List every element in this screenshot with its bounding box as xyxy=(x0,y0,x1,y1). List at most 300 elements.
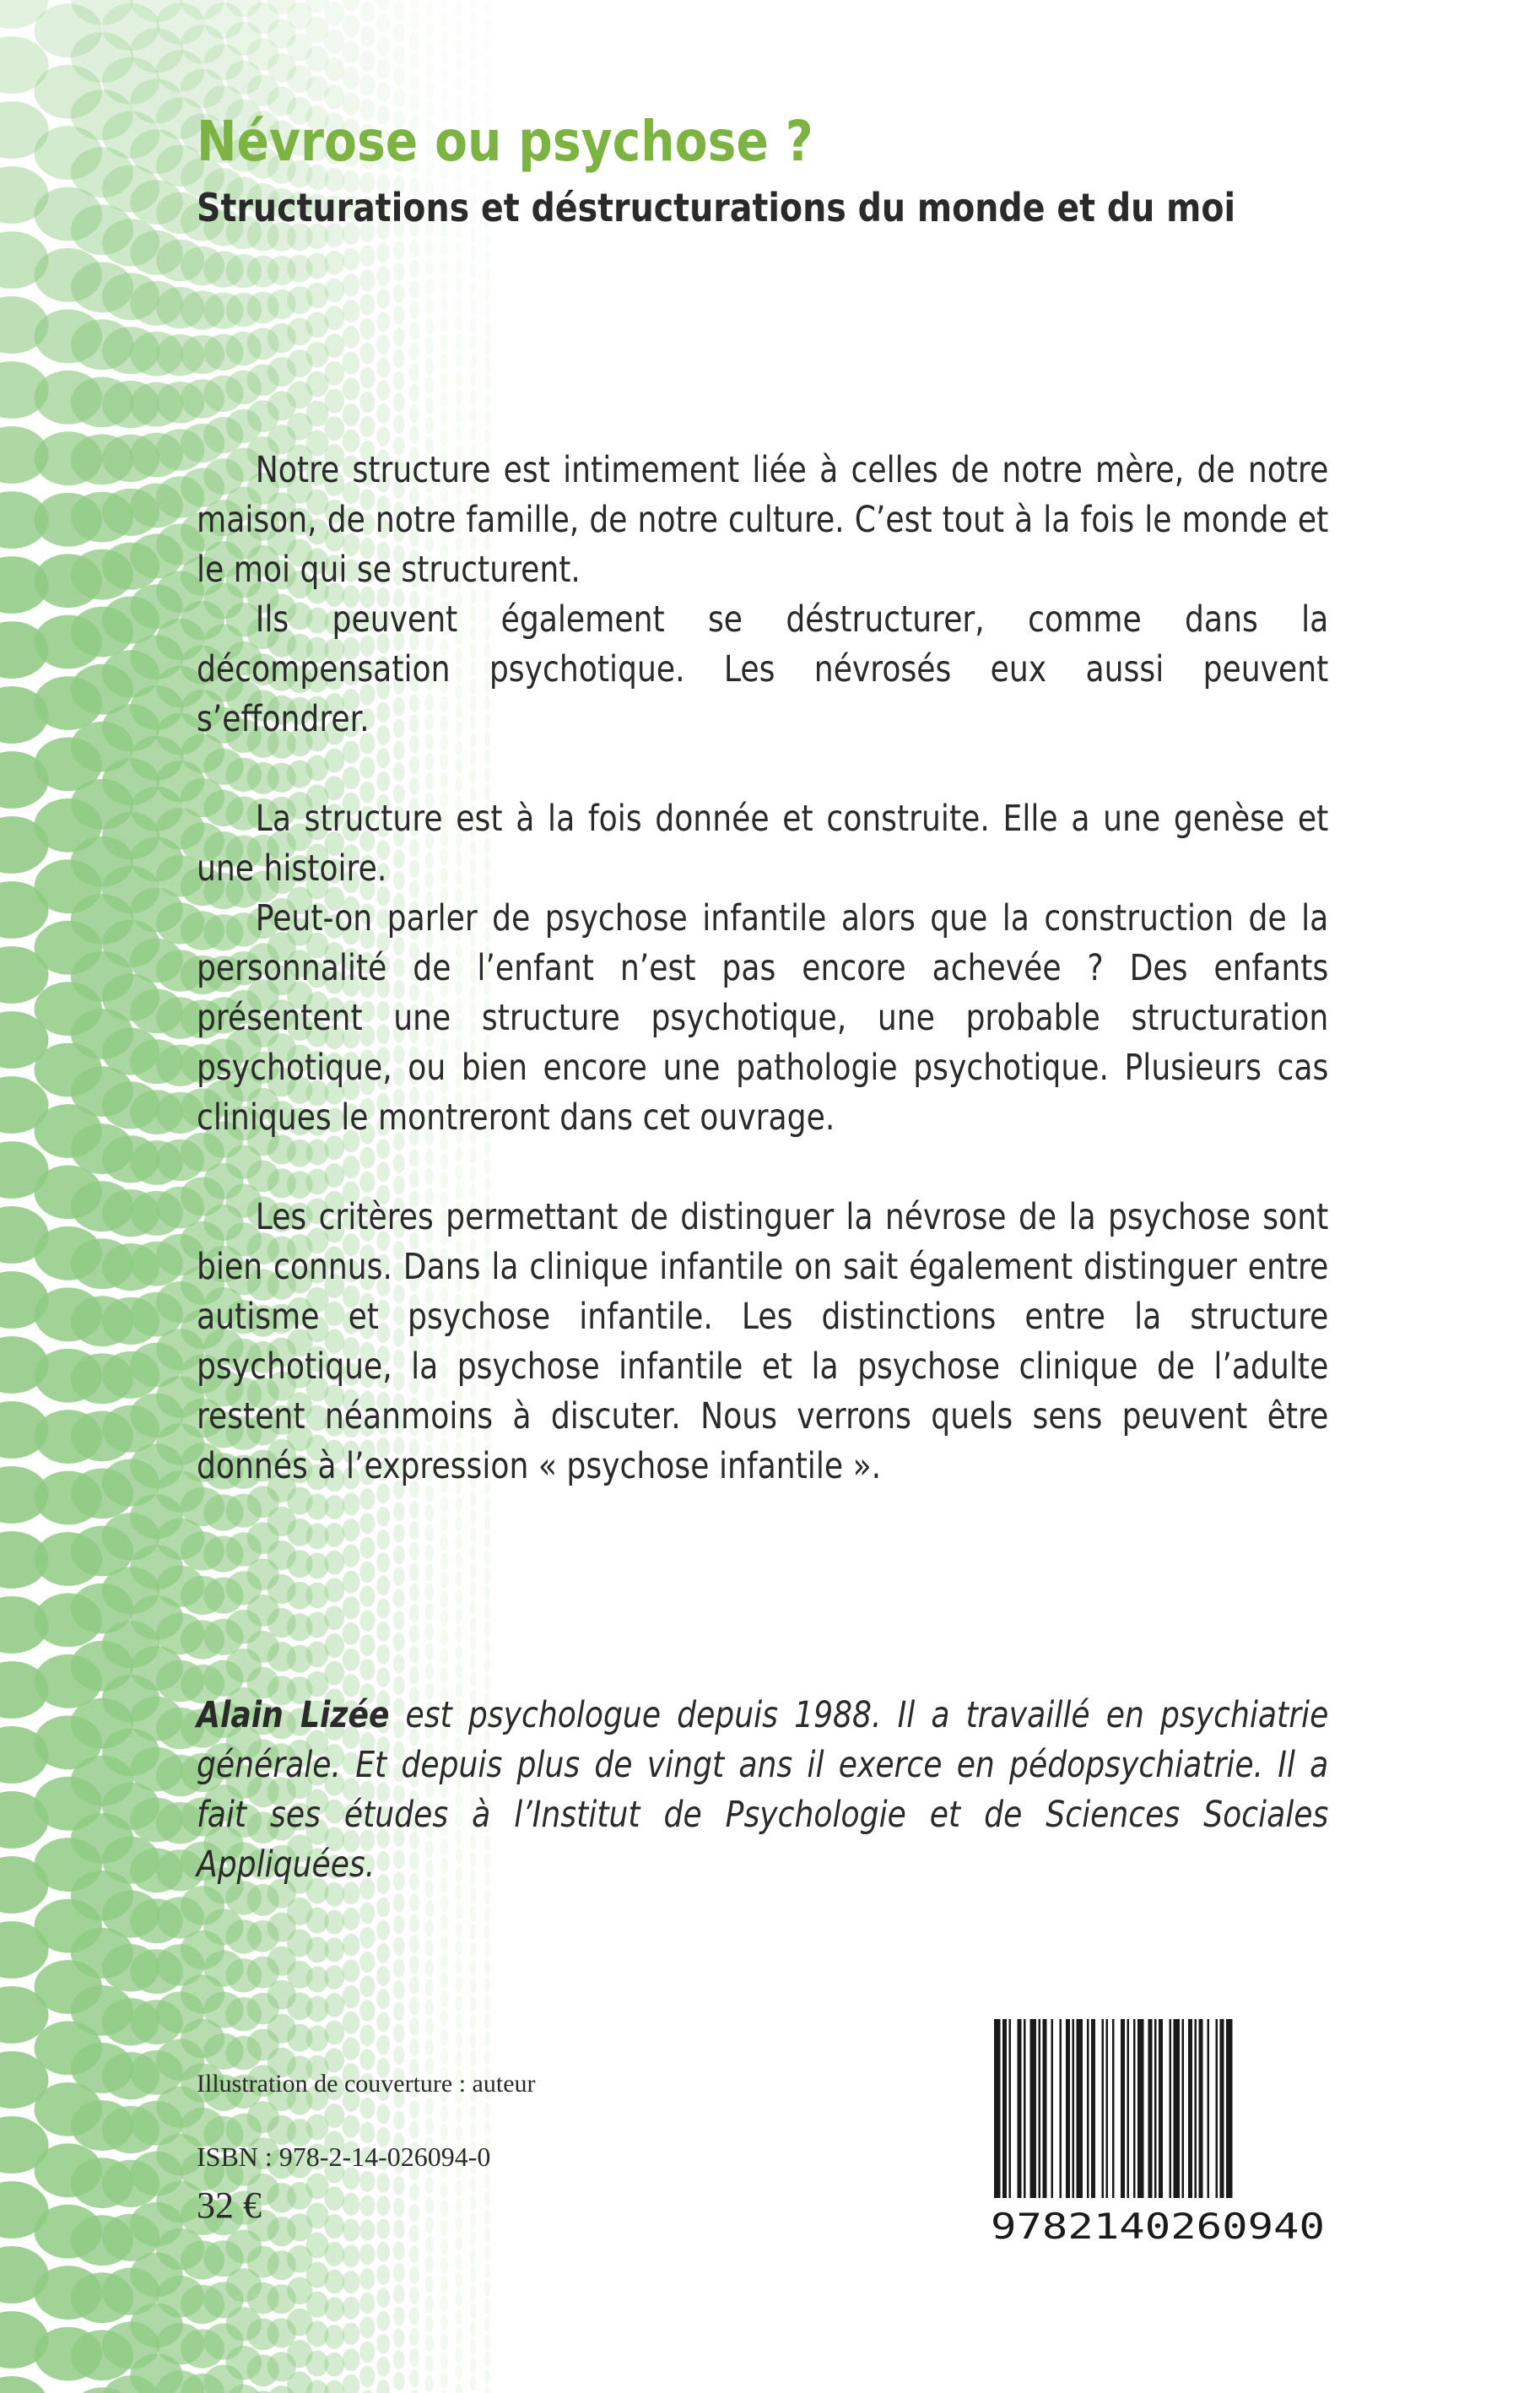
background-dot xyxy=(343,1545,360,1567)
background-dot xyxy=(409,425,419,444)
background-dot xyxy=(470,2231,477,2247)
background-dot xyxy=(409,1501,419,1519)
background-dot xyxy=(425,1959,434,1977)
background-dot xyxy=(470,1527,477,1543)
barcode-bar xyxy=(1159,2019,1163,2198)
background-dot xyxy=(484,2227,490,2243)
background-dot xyxy=(376,1529,390,1550)
background-dot xyxy=(456,260,462,276)
background-dot xyxy=(393,328,405,347)
background-dot xyxy=(359,2244,375,2265)
background-dot xyxy=(440,392,448,409)
background-dot xyxy=(409,2307,419,2325)
background-dot xyxy=(440,2277,448,2293)
background-dot xyxy=(409,2183,419,2201)
background-dot xyxy=(425,1504,434,1522)
background-dot xyxy=(440,2201,448,2217)
background-dot xyxy=(376,2287,390,2308)
background-dot xyxy=(376,2334,390,2354)
background-dot xyxy=(484,375,490,391)
background-dot xyxy=(470,1491,477,1507)
background-dot xyxy=(376,1552,390,1573)
background-dot xyxy=(456,296,462,312)
barcode-bar xyxy=(1154,2019,1157,2198)
background-dot xyxy=(484,304,490,320)
background-dot xyxy=(470,28,477,44)
background-dot xyxy=(425,2118,434,2136)
background-dot xyxy=(470,2195,477,2211)
background-dot xyxy=(440,1496,448,1513)
background-dot xyxy=(470,371,477,387)
barcode-bar xyxy=(1106,2019,1109,2198)
background-dot xyxy=(440,239,448,256)
background-dot xyxy=(456,1995,462,2011)
background-dot xyxy=(440,49,448,66)
background-dot xyxy=(470,2212,477,2228)
background-dot xyxy=(456,1644,462,1660)
background-dot xyxy=(359,367,375,388)
background-dot xyxy=(470,2123,477,2139)
barcode-bar xyxy=(1170,2019,1172,2198)
background-dot xyxy=(440,1572,448,1589)
background-dot xyxy=(456,2328,462,2344)
background-dot xyxy=(409,1521,419,1540)
background-dot xyxy=(359,2342,375,2363)
barcode-bar xyxy=(1102,2019,1105,2198)
background-dot xyxy=(456,1940,462,1956)
background-dot xyxy=(359,1927,375,1948)
background-dot xyxy=(376,2310,390,2331)
background-dot xyxy=(376,2242,390,2262)
barcode-bar xyxy=(1039,2019,1041,2198)
background-dot xyxy=(425,417,434,435)
background-dot xyxy=(359,2098,375,2119)
background-dot xyxy=(324,306,344,330)
background-dot xyxy=(324,2352,344,2377)
barcode-bar xyxy=(1133,2019,1136,2198)
background-dot xyxy=(484,251,490,267)
background-dot xyxy=(343,1571,360,1594)
background-dot xyxy=(440,2010,448,2027)
background-dot xyxy=(393,2,405,21)
background-dot xyxy=(343,1622,360,1645)
background-dot xyxy=(425,1584,434,1601)
background-dot xyxy=(376,2195,390,2216)
background-dot xyxy=(456,2125,462,2141)
summary-paragraph: Ils peuvent également se déstructurer, comme dans la décompensation psychotique. Les névrosés eux aussi peuvent s’effondrer. xyxy=(197,599,1329,740)
background-dot xyxy=(456,2106,462,2122)
book-subtitle: Structurations et déstructurations du monde et du moi xyxy=(197,185,1236,230)
background-dot xyxy=(470,64,477,80)
background-dot xyxy=(470,263,477,279)
background-dot xyxy=(393,2111,405,2130)
background-dot xyxy=(440,2352,448,2369)
background-dot xyxy=(440,2333,448,2350)
background-dot xyxy=(425,278,434,295)
background-dot xyxy=(484,2049,490,2065)
background-dot xyxy=(376,381,390,401)
background-dot xyxy=(484,339,490,355)
background-dot xyxy=(456,1,462,17)
background-dot xyxy=(440,2029,448,2046)
background-dot xyxy=(425,2295,434,2313)
background-dot xyxy=(425,2315,434,2333)
background-dot xyxy=(440,1952,448,1969)
background-dot xyxy=(409,384,419,403)
background-dot xyxy=(324,2214,344,2239)
background-dot xyxy=(484,1,490,17)
background-dot xyxy=(440,30,448,46)
background-dot xyxy=(393,2328,405,2347)
background-dot xyxy=(484,73,490,89)
background-dot xyxy=(393,1915,405,1935)
background-dot xyxy=(359,1952,375,1973)
background-dot xyxy=(470,46,477,62)
background-dot xyxy=(470,2375,477,2391)
background-dot xyxy=(324,1993,344,2017)
background-dot xyxy=(409,2038,419,2057)
background-dot xyxy=(425,2217,434,2234)
background-dot xyxy=(440,1990,448,2007)
background-dot xyxy=(484,2281,490,2297)
background-dot xyxy=(359,2219,375,2240)
background-dot xyxy=(376,2103,390,2124)
background-dot xyxy=(470,1581,477,1597)
background-dot xyxy=(425,2236,434,2254)
background-dot xyxy=(470,425,477,441)
background-dot xyxy=(470,299,477,315)
background-dot xyxy=(456,75,462,91)
background-dot xyxy=(393,1589,405,1608)
background-dot xyxy=(425,1524,434,1542)
background-dot xyxy=(376,0,390,10)
background-dot xyxy=(484,55,490,71)
background-dot xyxy=(359,416,375,437)
background-dot xyxy=(484,2209,490,2225)
background-dot xyxy=(324,1578,344,1603)
background-dot xyxy=(409,322,419,340)
background-dot xyxy=(393,1611,405,1630)
background-dot xyxy=(484,2352,490,2368)
background-dot xyxy=(393,306,405,325)
background-dot xyxy=(343,403,360,426)
background-dot xyxy=(324,1523,344,1547)
background-dot xyxy=(376,2265,390,2285)
barcode-bar xyxy=(1174,2019,1181,2198)
background-dot xyxy=(440,1896,448,1913)
background-dot xyxy=(456,1515,462,1531)
author-name: Alain Lizée xyxy=(197,1695,390,1736)
book-title: Névrose ou psychose ? xyxy=(197,109,813,174)
barcode-bar xyxy=(994,2019,1001,2198)
background-dot xyxy=(324,251,344,275)
background-dot xyxy=(324,1633,344,1658)
background-dot xyxy=(425,2038,434,2056)
background-dot xyxy=(425,41,434,58)
background-dot xyxy=(484,1942,490,1958)
background-dot xyxy=(484,2031,490,2047)
background-dot xyxy=(425,1900,434,1918)
background-dot xyxy=(359,2293,375,2314)
barcode-bar xyxy=(1066,2019,1070,2198)
background-dot xyxy=(343,326,360,349)
background-dot xyxy=(470,2321,477,2337)
background-dot xyxy=(393,1980,405,2000)
background-dot xyxy=(393,2350,405,2369)
background-dot xyxy=(324,1938,344,1963)
background-dot xyxy=(324,30,344,54)
background-dot xyxy=(376,2012,390,2033)
background-dot xyxy=(470,1996,477,2012)
background-dot xyxy=(456,2309,462,2325)
background-dot xyxy=(456,1663,462,1679)
background-dot xyxy=(324,2186,344,2211)
background-dot xyxy=(393,371,405,391)
background-dot xyxy=(440,1629,448,1646)
background-dot xyxy=(376,82,390,102)
background-dot xyxy=(456,2347,462,2363)
background-dot xyxy=(484,2013,490,2029)
background-dot xyxy=(393,89,405,108)
background-dot xyxy=(484,1907,490,1923)
background-dot xyxy=(440,296,448,313)
background-dot xyxy=(359,2049,375,2070)
background-dot xyxy=(425,61,434,79)
background-dot xyxy=(376,1897,390,1917)
background-dot xyxy=(393,1524,405,1543)
barcode-bar xyxy=(1182,2019,1185,2198)
background-dot xyxy=(470,2285,477,2301)
background-dot xyxy=(456,2272,462,2288)
background-dot xyxy=(456,1552,462,1568)
background-dot xyxy=(470,2267,477,2283)
background-dot xyxy=(470,1906,477,1922)
background-dot xyxy=(409,404,419,423)
background-dot xyxy=(376,289,390,309)
background-dot xyxy=(456,2014,462,2030)
background-dot xyxy=(393,2263,405,2282)
background-dot xyxy=(425,2374,434,2392)
background-dot xyxy=(425,2276,434,2293)
background-dot xyxy=(409,1956,419,1974)
background-dot xyxy=(470,1508,477,1524)
background-dot xyxy=(440,334,448,351)
background-dot xyxy=(456,2364,462,2380)
background-dot xyxy=(456,2199,462,2215)
background-dot xyxy=(376,1943,390,1963)
background-dot xyxy=(440,2239,448,2255)
background-dot xyxy=(484,1995,490,2011)
background-dot xyxy=(324,57,344,82)
background-dot xyxy=(376,426,390,447)
barcode-bar xyxy=(1018,2019,1022,2198)
background-dot xyxy=(393,1567,405,1587)
background-dot xyxy=(425,357,434,375)
background-dot xyxy=(425,1544,434,1562)
background-dot xyxy=(359,2317,375,2338)
background-dot xyxy=(456,352,462,368)
background-dot xyxy=(456,2180,462,2196)
price: 32 € xyxy=(197,2185,262,2226)
background-dot xyxy=(425,2018,434,2036)
barcode-digits: 9782140260940 xyxy=(991,2206,1325,2245)
background-dot xyxy=(359,2122,375,2143)
barcode-bar xyxy=(1077,2019,1083,2198)
background-dot xyxy=(425,1940,434,1957)
background-dot xyxy=(470,1653,477,1669)
barcode-bar xyxy=(1220,2019,1224,2198)
barcode-bar xyxy=(1051,2019,1054,2198)
background-dot xyxy=(393,414,405,434)
background-dot xyxy=(376,1575,390,1595)
barcode-bar xyxy=(1087,2019,1089,2198)
background-dot xyxy=(343,1908,360,1930)
background-dot xyxy=(456,1497,462,1513)
background-dot xyxy=(376,358,390,378)
background-dot xyxy=(324,2242,344,2266)
background-dot xyxy=(393,2198,405,2217)
background-dot xyxy=(456,2217,462,2233)
background-dot xyxy=(470,1978,477,1994)
background-dot xyxy=(409,2100,419,2119)
background-dot xyxy=(359,26,375,47)
background-dot xyxy=(470,2303,477,2319)
background-dot xyxy=(484,1515,490,1531)
background-dot xyxy=(484,1657,490,1673)
background-dot xyxy=(359,2195,375,2217)
background-dot xyxy=(324,1661,344,1686)
background-dot xyxy=(440,372,448,389)
background-dot xyxy=(440,1667,448,1684)
background-dot xyxy=(409,1562,419,1581)
background-dot xyxy=(425,2098,434,2115)
background-dot xyxy=(393,349,405,369)
background-dot xyxy=(0,2376,49,2393)
background-dot xyxy=(456,1589,462,1605)
background-dot xyxy=(343,273,360,296)
background-dot xyxy=(359,2171,375,2192)
background-dot xyxy=(376,2219,390,2239)
background-dot xyxy=(409,32,419,51)
background-dot xyxy=(376,1966,390,1986)
barcode-bar xyxy=(1195,2019,1197,2198)
back-cover-summary xyxy=(197,446,1328,1492)
background-dot xyxy=(425,1663,434,1681)
background-dot xyxy=(425,2335,434,2352)
barcode-bar xyxy=(1216,2019,1218,2198)
background-dot xyxy=(484,1497,490,1513)
background-dot xyxy=(484,2245,490,2261)
background-dot xyxy=(393,1546,405,1565)
background-dot xyxy=(456,2291,462,2307)
barcode-bar xyxy=(1024,2019,1026,2198)
background-dot xyxy=(409,2245,419,2264)
background-dot xyxy=(484,1551,490,1567)
background-dot xyxy=(343,41,360,63)
background-dot xyxy=(456,2254,462,2270)
background-dot xyxy=(456,408,462,424)
background-dot xyxy=(393,1893,405,1913)
background-dot xyxy=(456,1626,462,1642)
background-dot xyxy=(456,19,462,35)
background-dot xyxy=(409,1666,419,1685)
background-dot xyxy=(425,239,434,257)
background-dot xyxy=(324,2021,344,2045)
background-dot xyxy=(393,23,405,42)
background-dot xyxy=(343,1596,360,1619)
background-dot xyxy=(484,1978,490,1994)
background-dot xyxy=(376,2035,390,2055)
background-dot xyxy=(470,10,477,26)
background-dot xyxy=(324,361,344,386)
background-dot xyxy=(409,2348,419,2367)
background-dot xyxy=(425,298,434,316)
barcode-bar xyxy=(1091,2019,1095,2198)
barcode-bar xyxy=(1043,2019,1047,2198)
background-dot xyxy=(324,2380,344,2393)
background-dot xyxy=(470,408,477,424)
background-dot xyxy=(324,416,344,441)
background-dot xyxy=(376,2173,390,2193)
background-dot xyxy=(324,1551,344,1575)
background-dot xyxy=(359,1611,375,1632)
background-dot xyxy=(484,36,490,52)
background-dot xyxy=(440,1553,448,1570)
background-dot xyxy=(359,2366,375,2387)
summary-paragraph: Peut-on parler de psychose infantile alors que la construction de la personnalité de l’enfant n’est pas encore achevée ? Des enfants présentent une structure psychotique, une probable structuration psychotique, ou bien encore une pathologie psychotique. Plusieurs cas cliniques le montreront dans cet ouvrage. xyxy=(197,898,1329,1139)
background-dot xyxy=(376,311,390,332)
background-dot xyxy=(470,389,477,405)
background-dot xyxy=(470,1617,477,1633)
background-dot xyxy=(470,2358,477,2374)
background-dot xyxy=(409,73,419,92)
background-dot xyxy=(470,281,477,297)
background-dot xyxy=(440,2257,448,2274)
background-dot xyxy=(359,2,375,23)
background-dot xyxy=(425,258,434,276)
background-dot xyxy=(359,2000,375,2022)
background-dot xyxy=(484,2263,490,2279)
background-dot xyxy=(359,2024,375,2045)
barcode-bar xyxy=(1127,2019,1130,2198)
background-dot xyxy=(440,1914,448,1931)
background-dot xyxy=(393,1502,405,1521)
background-dot xyxy=(456,2235,462,2251)
background-dot xyxy=(409,2017,419,2036)
background-dot xyxy=(440,11,448,28)
background-dot xyxy=(409,1645,419,1664)
background-dot xyxy=(324,2297,344,2321)
background-dot xyxy=(393,45,405,64)
background-dot xyxy=(376,1644,390,1665)
background-dot xyxy=(409,1914,419,1933)
background-dot xyxy=(359,1537,375,1558)
summary-paragraph: Les critères permettant de distinguer la névrose de la psychose sont bien connus. Dans la clinique infantile on sait également distinguer entre autisme et psychose infantile. Les distinctions entre la structure psychotique, la psychose infantile et la psychose clinique de l’adulte restent néanmoins à discuter. Nous verrons quels sens peuvent être donnés à l’expression « psychose infantile ». xyxy=(197,1197,1329,1487)
background-dot xyxy=(343,2297,360,2320)
background-dot xyxy=(440,2314,448,2331)
background-dot xyxy=(409,12,419,30)
background-dot xyxy=(343,2374,360,2393)
background-dot xyxy=(456,57,462,73)
author-bio-text: est psychologue depuis 1988. Il a travaillé en psychiatrie générale. Et depuis plus de vingt ans il exerce en pédopsychiatrie. Il a fait ses études à l’Institut de Psychologie et de Sciences Sociales Appliquées. xyxy=(197,1695,1329,1886)
background-dot xyxy=(324,1965,344,1990)
background-dot xyxy=(343,1519,360,1541)
background-dot xyxy=(425,1979,434,1997)
background-dot xyxy=(470,1599,477,1615)
background-dot xyxy=(376,1667,390,1687)
background-dot xyxy=(376,59,390,79)
background-dot xyxy=(376,1599,390,1619)
